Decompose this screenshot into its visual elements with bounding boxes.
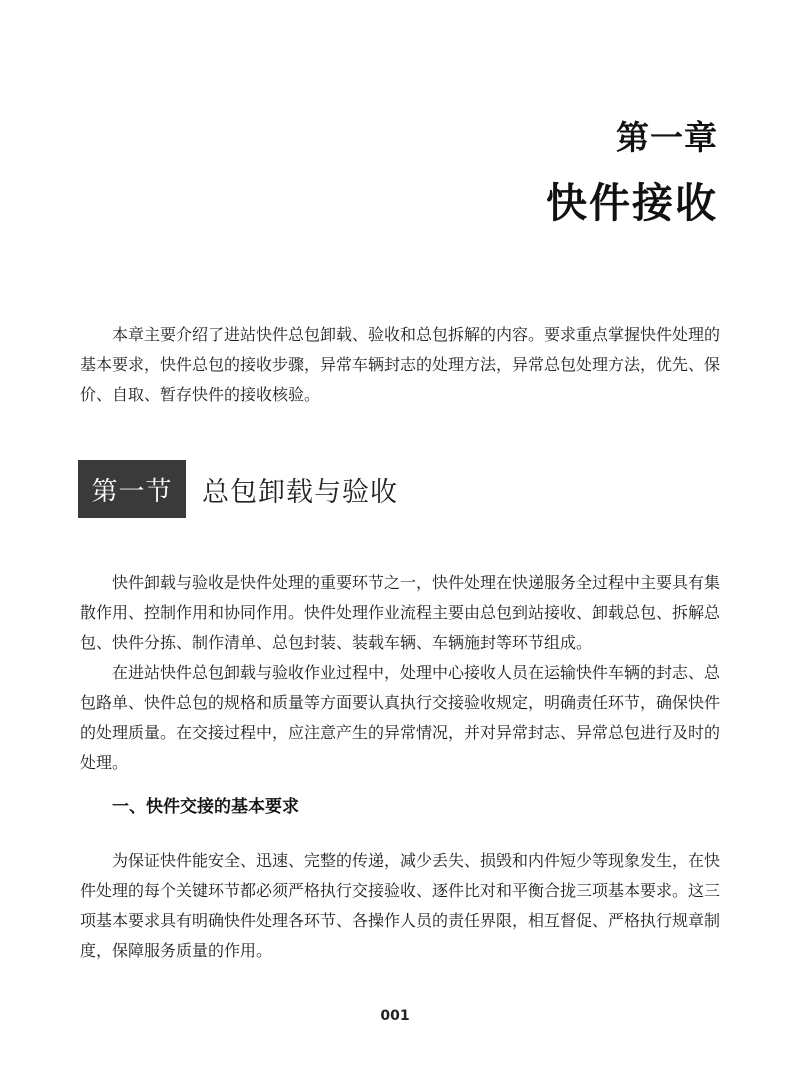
chapter-title: 快件接收: [546, 179, 718, 227]
subsection-body: [80, 846, 720, 966]
body-paragraph: 在进站快件总包卸载与验收作业过程中，处理中心接收人员在运输快件车辆的封志、总包路单、快件总包的规格和质量等方面要认真执行交接验收规定，明确责任环节，确保快件的处理质量。在交接过程中，应注意产生的异常情况，并对异常封志、异常总包进行及时的处理。: [80, 663, 721, 772]
section-heading: [78, 460, 398, 518]
body-paragraph: 快件卸载与验收是快件处理的重要环节之一，快件处理在快递服务全过程中主要具有集散作用、控制作用和协同作用。快件处理作业流程主要由总包到站接收、卸载总包、拆解总包、快件分拣、制作清单、总包封装、装载车辆、车辆施封等环节组成。: [80, 573, 721, 652]
chapter-intro-paragraph: 本章主要介绍了进站快件总包卸载、验收和总包拆解的内容。要求重点掌握快件处理的基本要求，快件总包的接收步骤，异常车辆封志的处理方法，异常总包处理方法，优先、保价、自取、暂存快件的接收核验。: [80, 325, 721, 404]
chapter-number: 第一章: [616, 118, 718, 157]
subsection-heading: 一、快件交接的基本要求: [112, 797, 299, 817]
page-number: 001: [380, 1008, 410, 1024]
section-title: 总包卸载与验收: [202, 476, 398, 508]
body-paragraph: 为保证快件能安全、迅速、完整的传递，减少丢失、损毁和内件短少等现象发生，在快件处理的每个关键环节都必须严格执行交接验收、逐件比对和平衡合拢三项基本要求。这三项基本要求具有明确快件处理各环节、各操作人员的责任界限，相互督促、严格执行规章制度，保障服务质量的作用。: [80, 851, 721, 960]
section-number-badge: 第一节: [78, 460, 186, 518]
section-body: [80, 568, 720, 778]
